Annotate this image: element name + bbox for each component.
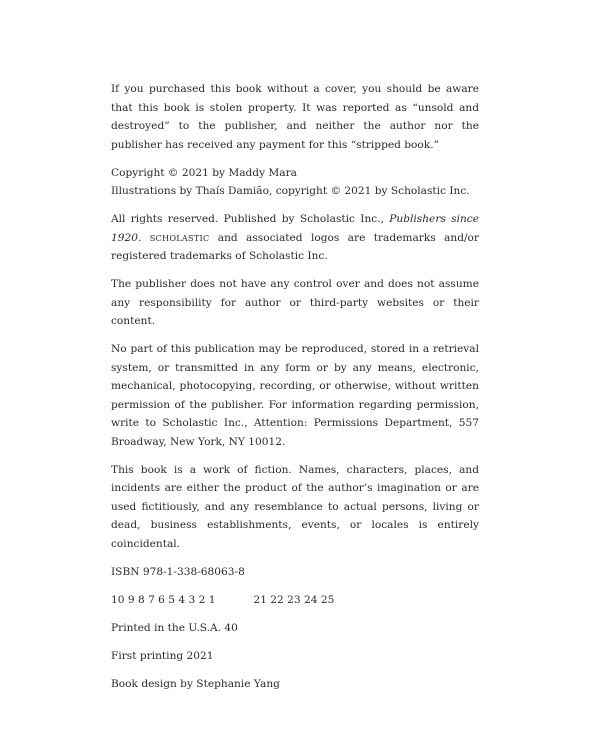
- first-printing: First printing 2021: [111, 649, 214, 662]
- responsibility-notice: The publisher does not have any control over and does not assume any responsibility for author or third-party websites or their content.: [111, 278, 479, 327]
- copyright-content: [111, 80, 479, 703]
- publisher-motto: Publishers since 1920.: [111, 213, 479, 244]
- fiction-notice: This book is a work of fiction. Names, characters, places, and incidents are either the product of the author’s imagination or are used fictitiously, and any resemblance to actual persons, living or dead, business establishments, events, or locales is entirely coincidental.: [111, 463, 479, 550]
- printing-line: [111, 591, 479, 610]
- rights-notice: [111, 210, 479, 266]
- printed-in: Printed in the U.S.A. 40: [111, 621, 238, 634]
- printing-years: 21 22 23 24 25: [253, 593, 335, 606]
- stripped-book-notice: If you purchased this book without a cover, you should be aware that this book is stolen property. It was reported as “unsold and destroyed” to the publisher, and neither the author nor the publisher has received any payment for this “stripped book.”: [111, 83, 479, 151]
- rights-lead: All rights reserved. Published by Scholastic Inc.,: [111, 213, 390, 225]
- scholastic-brand: SCHOLASTIC: [149, 232, 210, 243]
- illustrations-copyright-line: Illustrations by Thaís Damião, copyright © 2021 by Scholastic Inc.: [111, 185, 470, 197]
- printing-numbers: 10 9 8 7 6 5 4 3 2 1: [111, 593, 216, 606]
- text-copyright-line: Copyright © 2021 by Maddy Mara: [111, 166, 297, 179]
- isbn: ISBN 978-1-338-68063-8: [111, 565, 245, 578]
- trademark-notice: and associated logos are trademarks and/or registered trademarks of Scholastic Inc.: [111, 231, 479, 262]
- book-design-credit: Book design by Stephanie Yang: [111, 677, 280, 690]
- copyright-block: [111, 164, 479, 201]
- reproduction-notice: No part of this publication may be reproduced, stored in a retrieval system, or transmitted in any form or by any means, electronic, mechanical, photocopying, recording, or otherwise, without written permission of the publisher. For information regarding permission, write to Scholastic Inc., Attention: Permissions Department, 557 Broadway, New York, NY 10012.: [111, 343, 479, 448]
